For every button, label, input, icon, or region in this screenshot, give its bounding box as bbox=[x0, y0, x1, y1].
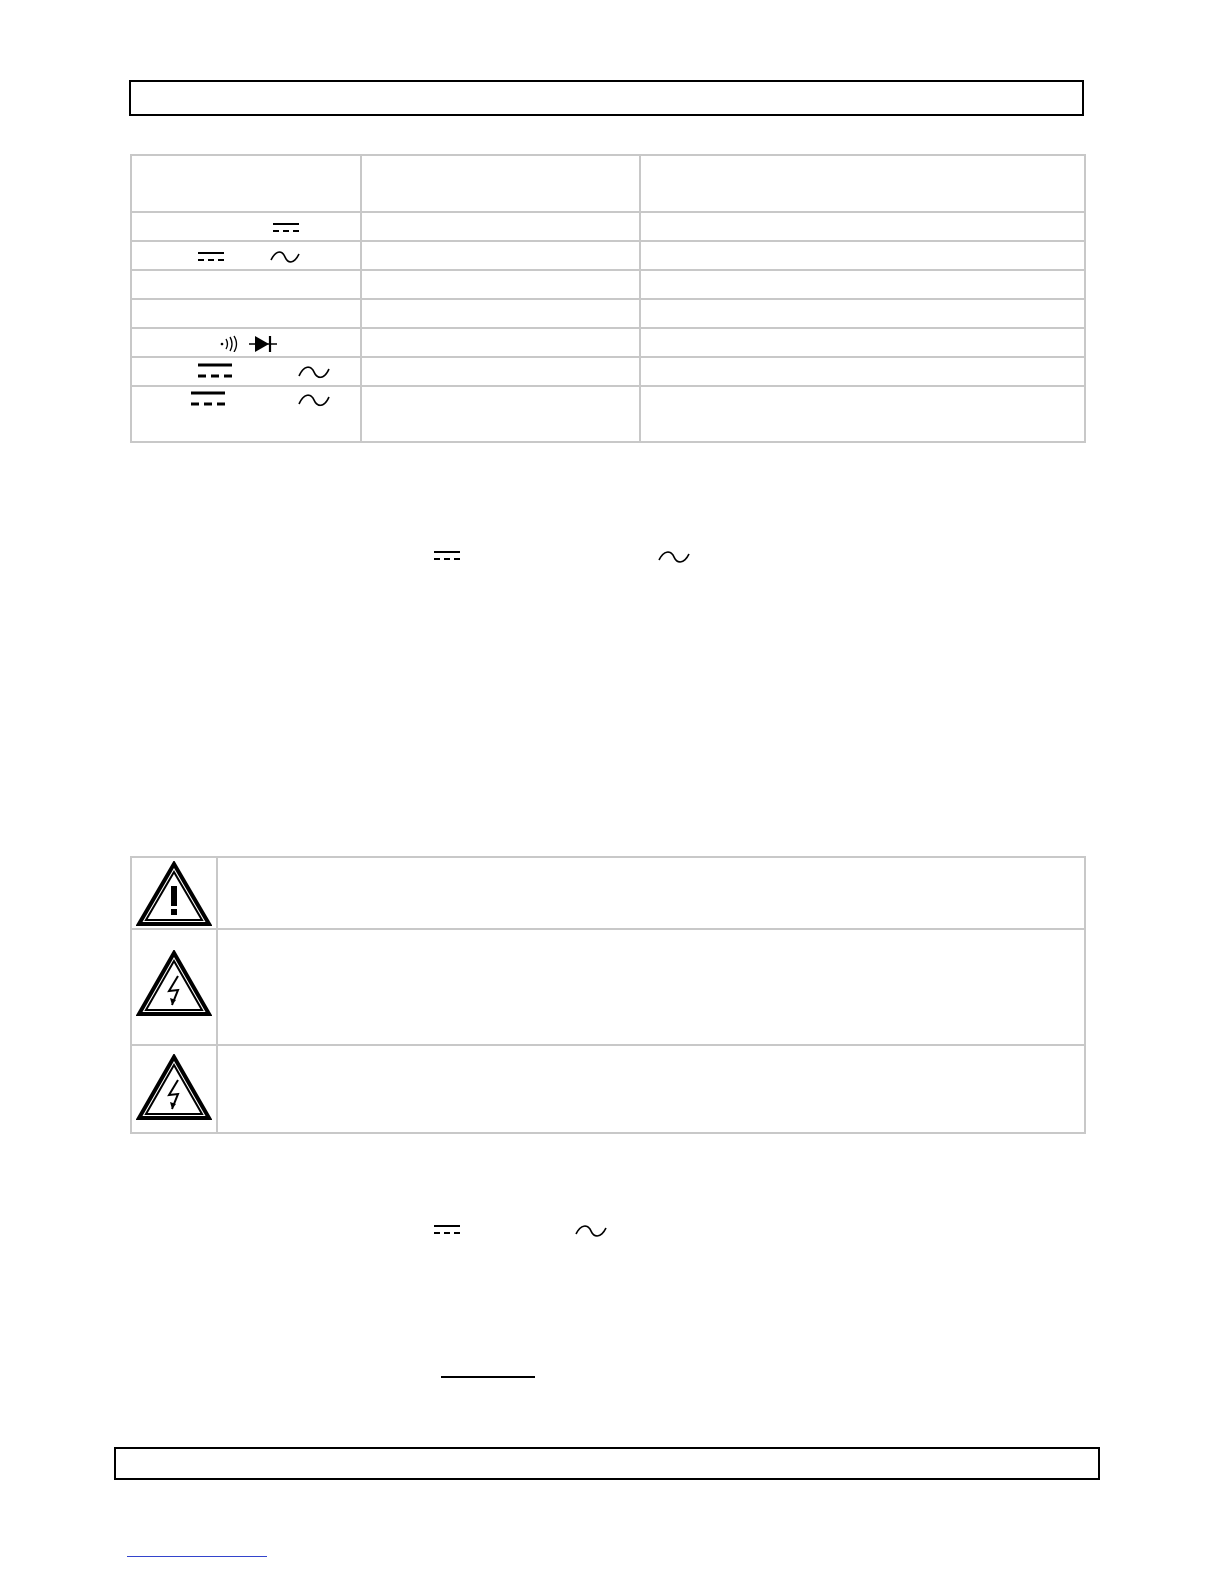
table-row bbox=[131, 241, 1085, 270]
table-header-row bbox=[131, 155, 1085, 212]
warning-row bbox=[131, 929, 1085, 1045]
table-row bbox=[131, 212, 1085, 241]
dc-icon bbox=[434, 1224, 460, 1236]
ac-icon bbox=[658, 549, 690, 565]
footer-box bbox=[114, 1447, 1100, 1480]
table-row bbox=[131, 386, 1085, 442]
ac-icon bbox=[270, 249, 300, 265]
ac-icon bbox=[298, 392, 330, 409]
high-voltage-warning-icon bbox=[136, 1054, 212, 1122]
header-box bbox=[129, 80, 1084, 116]
warning-row bbox=[131, 857, 1085, 929]
table-row bbox=[131, 328, 1085, 357]
dc-icon bbox=[198, 363, 232, 379]
table-row bbox=[131, 270, 1085, 299]
dc-icon bbox=[273, 222, 299, 234]
ac-icon bbox=[298, 364, 330, 381]
dc-icon bbox=[191, 391, 225, 407]
function-table bbox=[130, 154, 1086, 443]
table-row bbox=[131, 357, 1085, 386]
warnings-table bbox=[130, 856, 1086, 1134]
warning-row bbox=[131, 1045, 1085, 1133]
exclamation-warning-icon bbox=[136, 861, 212, 927]
footer-link[interactable] bbox=[127, 1556, 267, 1557]
dc-icon bbox=[434, 550, 460, 562]
high-voltage-warning-icon bbox=[136, 950, 212, 1018]
underline-mark bbox=[441, 1376, 535, 1378]
continuity-icon bbox=[220, 335, 240, 352]
diode-icon bbox=[249, 334, 277, 354]
ac-icon bbox=[575, 1223, 607, 1239]
dc-icon bbox=[198, 251, 224, 263]
table-row bbox=[131, 299, 1085, 328]
